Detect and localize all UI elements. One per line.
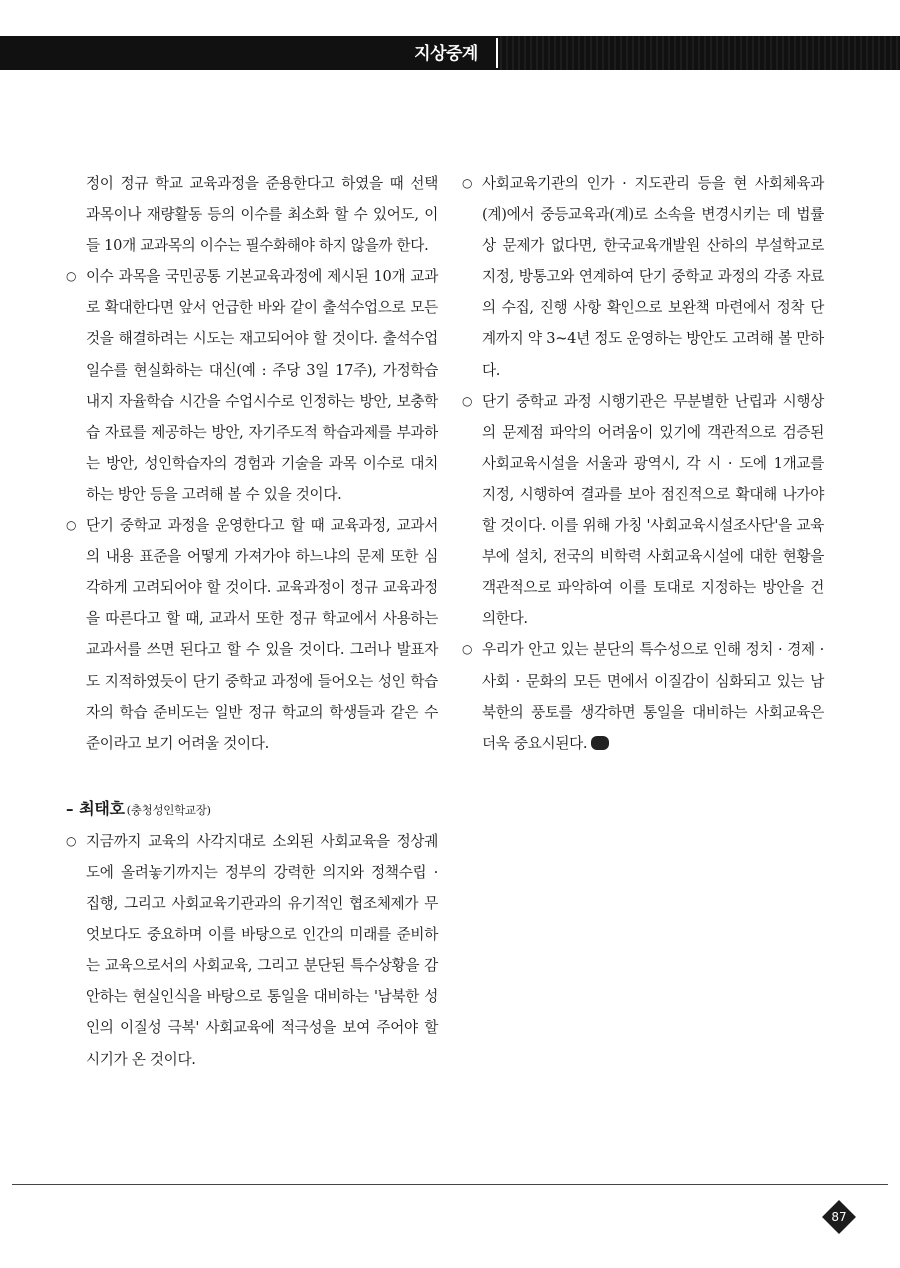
left-column — [66, 168, 438, 1075]
bullet-text: 단기 중학교 과정을 운영한다고 할 때 교육과정, 교과서의 내용 표준을 어떻게 가져가야 하느냐의 문제 또한 심각하게 고려되어야 할 것이다. 교육과정이 정규 교육과정을 따른다고 할 때, 교과서 또한 정규 학교에서 사용하는 교과서를 쓰면 된다고 할 수 있을 것이다. 그러나 발표자도 지적하였듯이 단기 중학교 과정에 들어오는 성인 학습자의 학습 준비도는 일반 정규 학교의 학생들과 같은 수준이라고 보기 어려울 것이다. — [86, 517, 438, 752]
speaker-name: 최태호 — [79, 798, 125, 818]
bullet-item — [462, 634, 824, 758]
bullet-text: 단기 중학교 과정 시행기관은 무분별한 난립과 시행상의 문제점 파악의 어려움이 있기에 객관적으로 검증된 사회교육시설을 서울과 광역시, 각 시 · 도에 1개교를 지정, 시행하여 결과를 보아 점진적으로 확대해 나가야 할 것이다. 이를 위해 가칭 '사회교육시설조사단'을 교육부에 설치, 전국의 비학력 사회교육시설에 대한 현황을 객관적으로 파악하여 이를 토대로 지정하는 방안을 건의한다. — [482, 392, 824, 628]
bullet-circle-icon: ○ — [462, 642, 473, 657]
article-end-icon — [591, 736, 609, 750]
bullet-item — [462, 168, 824, 386]
bullet-item — [462, 386, 824, 635]
speaker-dash: – — [66, 799, 74, 818]
page-number: 87 — [831, 1210, 847, 1224]
bullet-circle-icon: ○ — [462, 176, 473, 190]
bullet-circle-icon: ○ — [66, 518, 77, 533]
header-divider — [496, 38, 498, 68]
bullet-text-last — [482, 634, 824, 758]
section-title: 지상중계 — [414, 44, 478, 64]
bullet-text: 우리가 안고 있는 분단의 특수성으로 인해 정치 · 경제 · 사회 · 문화의 모든 면에서 이질감이 심화되고 있는 남북한의 풍토를 생각하면 통일을 대비하는 사회교육은 더욱 중요시된다. — [482, 641, 824, 752]
bullet-circle-icon: ○ — [66, 269, 77, 284]
bullet-item — [66, 510, 438, 759]
bullet-circle-icon: ○ — [462, 393, 473, 408]
header-texture — [500, 36, 900, 70]
right-column — [462, 168, 824, 759]
speaker-heading — [66, 793, 438, 826]
speaker-affiliation: (충청성인학교장) — [126, 802, 211, 817]
bullet-text: 사회교육기관의 인가 · 지도관리 등을 현 사회체육과(계)에서 중등교육과(계)로 소속을 변경시키는 데 법률상 문제가 없다면, 한국교육개발원 산하의 부설학교로 지정, 방통고와 연계하여 단기 중학교 과정의 각종 자료의 수집, 진행 사항 확인으로 보완책 마련에서 정착 단계까지 약 3~4년 정도 운영하는 방안도 고려해 볼 만하다. — [482, 175, 824, 379]
bullet-item — [66, 826, 438, 1075]
bullet-circle-icon: ○ — [66, 833, 77, 848]
intro-paragraph: 정이 정규 학교 교육과정을 준용한다고 하였을 때 선택 과목이나 재량활동 등의 이수를 최소화 할 수 있어도, 이들 10개 교과목의 이수는 필수화해야 하지 않을까 한다. — [86, 175, 438, 255]
bullet-item — [66, 261, 438, 510]
bullet-text: 지금까지 교육의 사각지대로 소외된 사회교육을 정상궤도에 올려놓기까지는 정부의 강력한 의지와 정책수립 · 집행, 그리고 사회교육기관과의 유기적인 협조체제가 무엇보다도 중요하며 이를 바탕으로 인간의 미래를 준비하는 교육으로서의 사회교육, 그리고 분단된 특수상황을 감안하는 현실인식을 바탕으로 통일을 대비하는 '남북한 성인의 이질성 극복' 사회교육에 적극성을 보여 주어야 할 시기가 온 것이다. — [86, 832, 438, 1068]
footer-rule — [12, 1184, 888, 1185]
bullet-text: 이수 과목을 국민공통 기본교육과정에 제시된 10개 교과로 확대한다면 앞서 언급한 바와 같이 출석수업으로 모든 것을 해결하려는 시도는 재고되어야 할 것이다. 출석수업 일수를 현실화하는 대신(예 : 주당 3일 17주), 가정학습 내지 자율학습 시간을 수업시수로 인정하는 방안, 보충학습 자료를 제공하는 방안, 자기주도적 학습과제를 부과하는 방안, 성인학습자의 경험과 기술을 과목 이수로 대치하는 방안 등을 고려해 볼 수 있을 것이다. — [86, 268, 438, 503]
page-number-badge — [822, 1200, 856, 1234]
